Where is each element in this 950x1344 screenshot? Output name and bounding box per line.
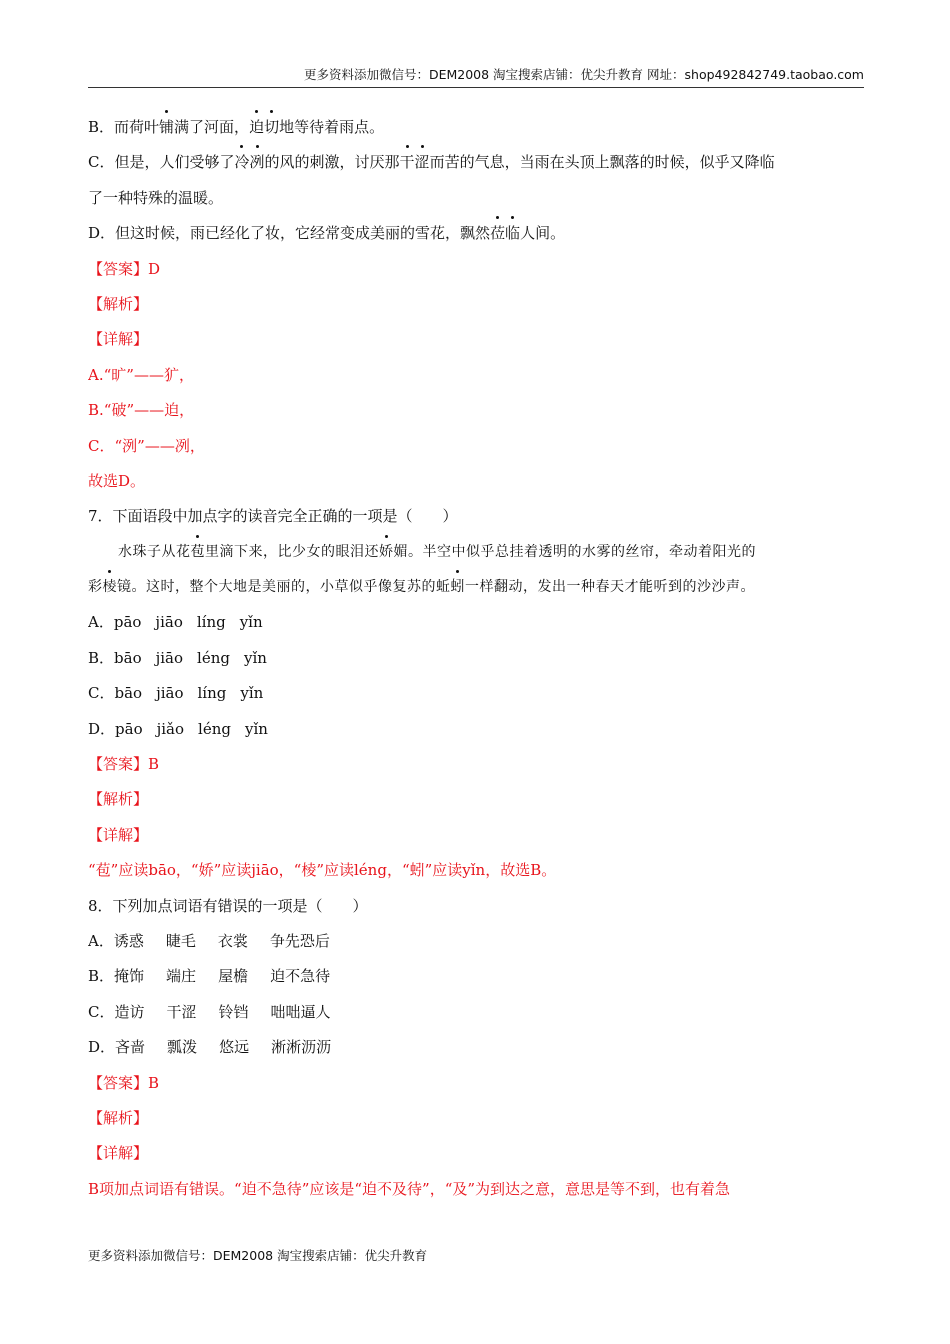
q8-option-a: A．诱惑 睫毛 衣裳 争先恐后 xyxy=(88,931,330,950)
document-body xyxy=(88,110,864,1207)
q6-option-b: B．而荷叶铺满了河面，迫切地等待着雨点。 xyxy=(88,110,864,145)
q7-analysis-label: 【解析】 xyxy=(88,790,149,809)
q7-option-c: C．bāo jiāo líng yǐn xyxy=(88,684,264,703)
q7-option-d: D．pāo jiǎo léng yǐn xyxy=(88,719,268,738)
q8-detail-label: 【详解】 xyxy=(88,1144,149,1163)
q7-answer: 【答案】B xyxy=(88,755,160,774)
q6-detail-line: B.“破”——迫， xyxy=(88,401,195,420)
page-footer: 更多资料添加微信号：DEM2008 淘宝搜索店铺：优尖升教育 xyxy=(88,1248,428,1263)
q8-answer: 【答案】B xyxy=(88,1073,160,1092)
q7-option-b: B．bāo jiāo léng yǐn xyxy=(88,648,267,667)
q6-analysis-label: 【解析】 xyxy=(88,294,149,313)
q7-passage-line2: 彩棱镜。这时，整个大地是美丽的，小草似乎像复苏的蚯蚓一样翻动，发出一种春天才能听到的沙沙声。 xyxy=(88,570,864,605)
q6-conclusion: 故选D。 xyxy=(88,471,146,490)
q6-option-d: D．但这时候，雨已经化了妆，它经常变成美丽的雪花，飘然莅临人间。 xyxy=(88,216,864,251)
q8-option-b: B．掩饰 端庄 屋檐 迫不急待 xyxy=(88,967,331,986)
q6-option-c-line1: C．但是，人们受够了冷冽的风的刺激，讨厌那干涩而苦的气息，当雨在头顶上飘落的时候，似乎又降临 xyxy=(88,145,864,180)
q7-option-a: A．pāo jiāo líng yǐn xyxy=(88,613,263,632)
q6-answer: 【答案】D xyxy=(88,259,161,278)
q6-option-c-line2: 了一种特殊的温暖。 xyxy=(88,188,224,207)
q8-stem: 8．下列加点词语有错误的一项是（ ） xyxy=(88,896,368,915)
q8-option-c: C．造访 干涩 铃铛 咄咄逼人 xyxy=(88,1002,331,1021)
q7-passage-line1: 水珠子从花苞里滴下来，比少女的眼泪还娇媚。半空中似乎总挂着透明的水雾的丝帘，牵动着阳光的 xyxy=(88,535,864,570)
q7-explanation: “苞”应读bāo，“娇”应读jiāo，“棱”应读léng，“蚓”应读yǐn，故选B。 xyxy=(88,861,557,880)
q6-detail-line: A.“旷”——犷， xyxy=(88,365,194,384)
q8-analysis-label: 【解析】 xyxy=(88,1108,149,1127)
page-header: 更多资料添加微信号：DEM2008 淘宝搜索店铺：优尖升教育 网址：shop492842749.taobao.com xyxy=(88,66,864,88)
q6-detail-label: 【详解】 xyxy=(88,330,149,349)
q7-stem: 7．下面语段中加点字的读音完全正确的一项是（ ） xyxy=(88,507,458,526)
q8-explanation: B项加点词语有错误。“迫不急待”应该是“迫不及待”，“及”为到达之意，意思是等不到，也有着急 xyxy=(88,1179,731,1198)
q7-detail-label: 【详解】 xyxy=(88,825,149,844)
q6-detail-line: C．“洌”——冽， xyxy=(88,436,205,455)
q8-option-d: D．吝啬 瓢泼 悠远 淅淅沥沥 xyxy=(88,1038,332,1057)
